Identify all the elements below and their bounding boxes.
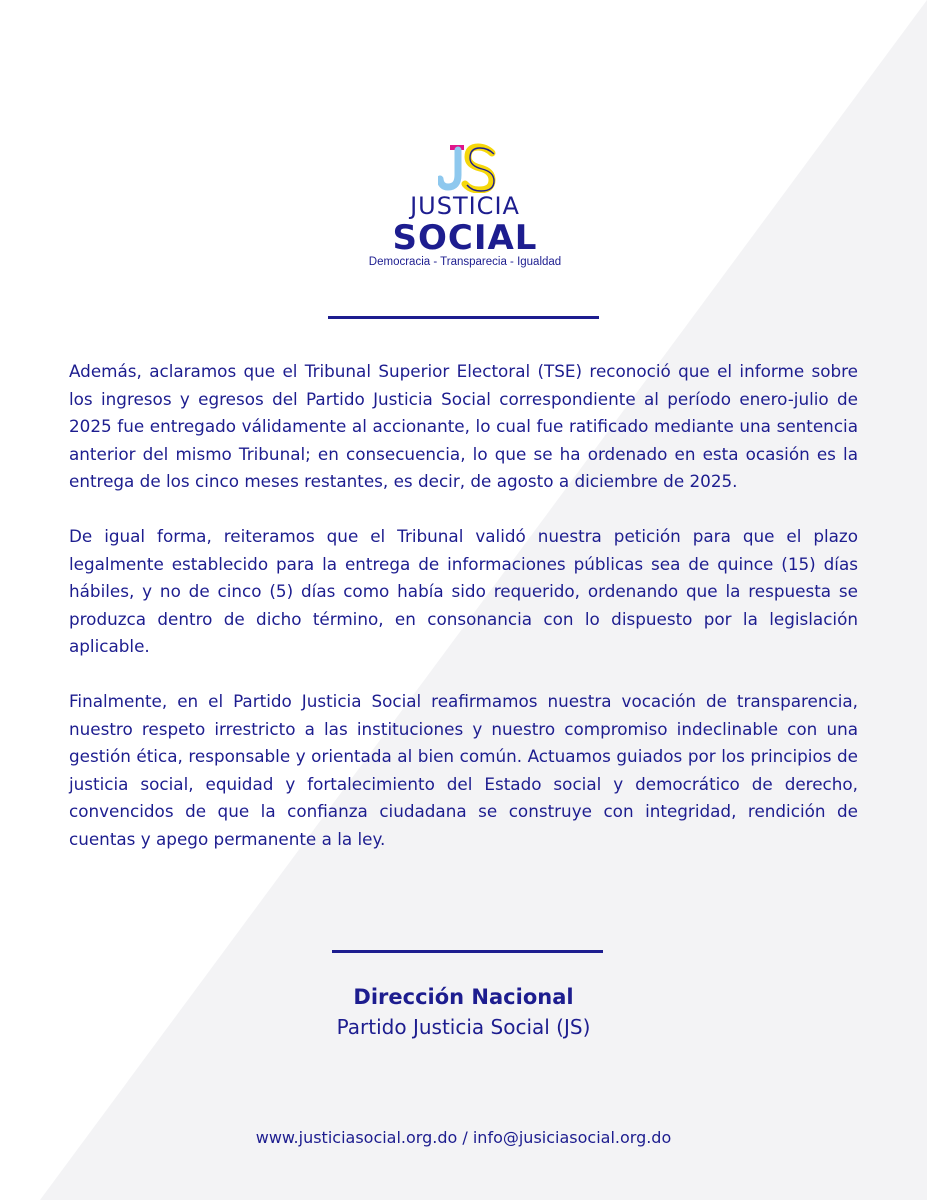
logo-name-text: JUSTICIA bbox=[410, 192, 520, 220]
logo-name-bold-text: SOCIAL bbox=[392, 218, 538, 258]
paragraph-2: De igual forma, reiteramos que el Tribunal validó nuestra petición para que el plazo legalmente establecido para la entrega de informaciones públicas sea de quince (15) días hábiles, y no de cinco (5) días como había sido requerido, ordenando que la respuesta se produzca dentro de dicho término, en consonancia con lo dispuesto por la legislación aplicable. bbox=[69, 525, 858, 657]
js-monogram-icon bbox=[438, 143, 500, 193]
signature-divider bbox=[332, 950, 603, 953]
signature-subtitle: Partido Justicia Social (JS) bbox=[336, 1015, 591, 1039]
signature-title: Dirección Nacional bbox=[353, 985, 574, 1009]
logo-tagline: Democracia - Transparecia - Igualdad bbox=[368, 256, 562, 268]
signature-block bbox=[0, 982, 927, 1042]
footer-contact: www.justiciasocial.org.do / info@jusiciasocial.org.do bbox=[255, 1128, 672, 1147]
paragraph-1: Además, aclaramos que el Tribunal Superior Electoral (TSE) reconoció que el informe sobre los ingresos y egresos del Partido Justicia Social correspondiente al período enero-julio de 2025 fue entregado válidamente al accionante, lo cual fue ratificado mediante una sentencia anterior del mismo Tribunal; en consecuencia, lo que se ha ordenado en esta ocasión es la entrega de los cinco meses restantes, es decir, de agosto a diciembre de 2025. bbox=[69, 361, 858, 492]
paragraph-3: Finalmente, en el Partido Justicia Social reafirmamos nuestra vocación de transparencia, nuestro respeto irrestricto a las instituciones y nuestro compromiso indeclinable con una gestión ética, responsable y orientada al bien común. Actuamos guiados por los principios de justicia social, equidad y fortalecimiento del Estado social y democrático de derecho, convencidos de que la confianza ciudadana se construye con integridad, rendición de cuentas y apego permanente a la ley. bbox=[69, 690, 858, 849]
statement-body bbox=[69, 358, 858, 881]
party-logo bbox=[340, 138, 590, 278]
top-divider bbox=[328, 316, 599, 319]
